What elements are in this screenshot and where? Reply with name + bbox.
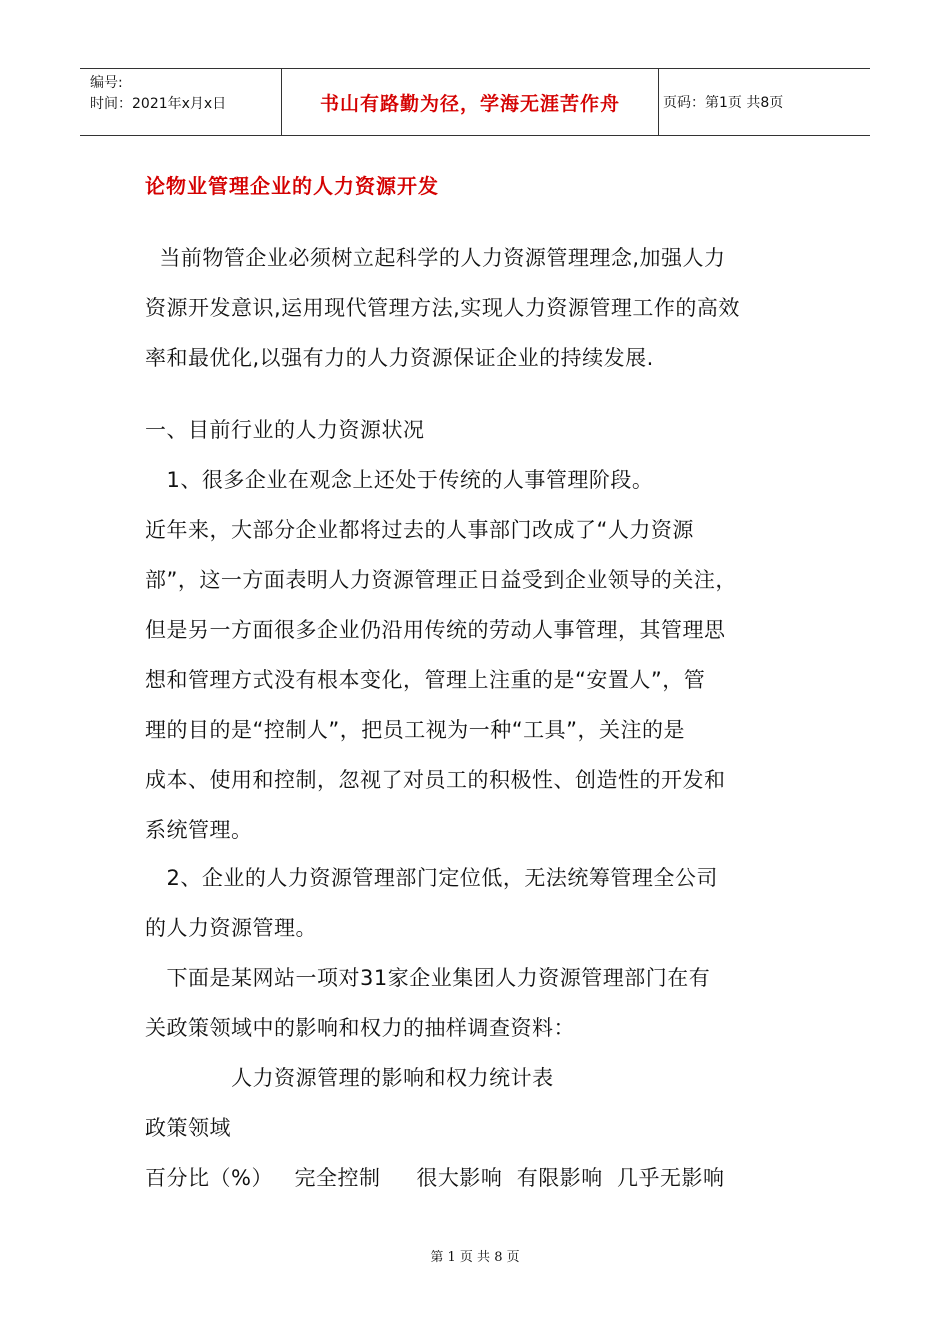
body-line: 关政策领域中的影响和权力的抽样调查资料： [145,1016,575,1040]
body-line: 部”，这一方面表明人力资源管理正日益受到企业领导的关注， [145,568,737,592]
body-line: 想和管理方式没有根本变化，管理上注重的是“安置人”，管 [145,668,706,692]
section-heading: 一、目前行业的人力资源状况 [145,418,425,442]
document-title: 论物业管理企业的人力资源开发 [145,174,439,198]
body-line: 成本、使用和控制，忽视了对员工的积极性、创造性的开发和 [145,768,726,792]
page-footer: 第 1 页 共 8 页 [430,1250,520,1265]
table-title: 人力资源管理的影响和权力统计表 [145,1066,554,1090]
body-line: 下面是某网站一项对31家企业集团人力资源管理部门在有 [145,966,711,990]
header-table [80,68,870,136]
header-meta-cell [80,69,282,135]
body-line: 系统管理。 [145,818,253,842]
table-header-row: 百分比（%） 完全控制 很大影响 有限影响 几乎无影响 [145,1166,725,1190]
document-number: 编号: [90,75,123,91]
body-line: 资源开发意识,运用现代管理方法,实现人力资源管理工作的高效 [145,296,740,320]
header-motto: 书山有路勤为径，学海无涯苦作舟 [282,69,659,135]
header-page-info: 页码：第1页 共8页 [663,95,784,111]
body-line: 当前物管企业必须树立起科学的人力资源管理理念,加强人力 [145,246,726,270]
body-line: 1、很多企业在观念上还处于传统的人事管理阶段。 [145,468,654,492]
body-line: 2、企业的人力资源管理部门定位低，无法统筹管理全公司 [145,866,718,890]
body-line: 但是另一方面很多企业仍沿用传统的劳动人事管理，其管理思 [145,618,726,642]
table-row-label: 政策领域 [145,1116,231,1140]
body-line: 近年来，大部分企业都将过去的人事部门改成了“人力资源 [145,518,694,542]
body-line: 的人力资源管理。 [145,916,317,940]
document-time: 时间：2021年x月x日 [90,96,227,112]
body-line: 理的目的是“控制人”，把员工视为一种“工具”，关注的是 [145,718,686,742]
body-line: 率和最优化,以强有力的人力资源保证企业的持续发展. [145,346,654,370]
